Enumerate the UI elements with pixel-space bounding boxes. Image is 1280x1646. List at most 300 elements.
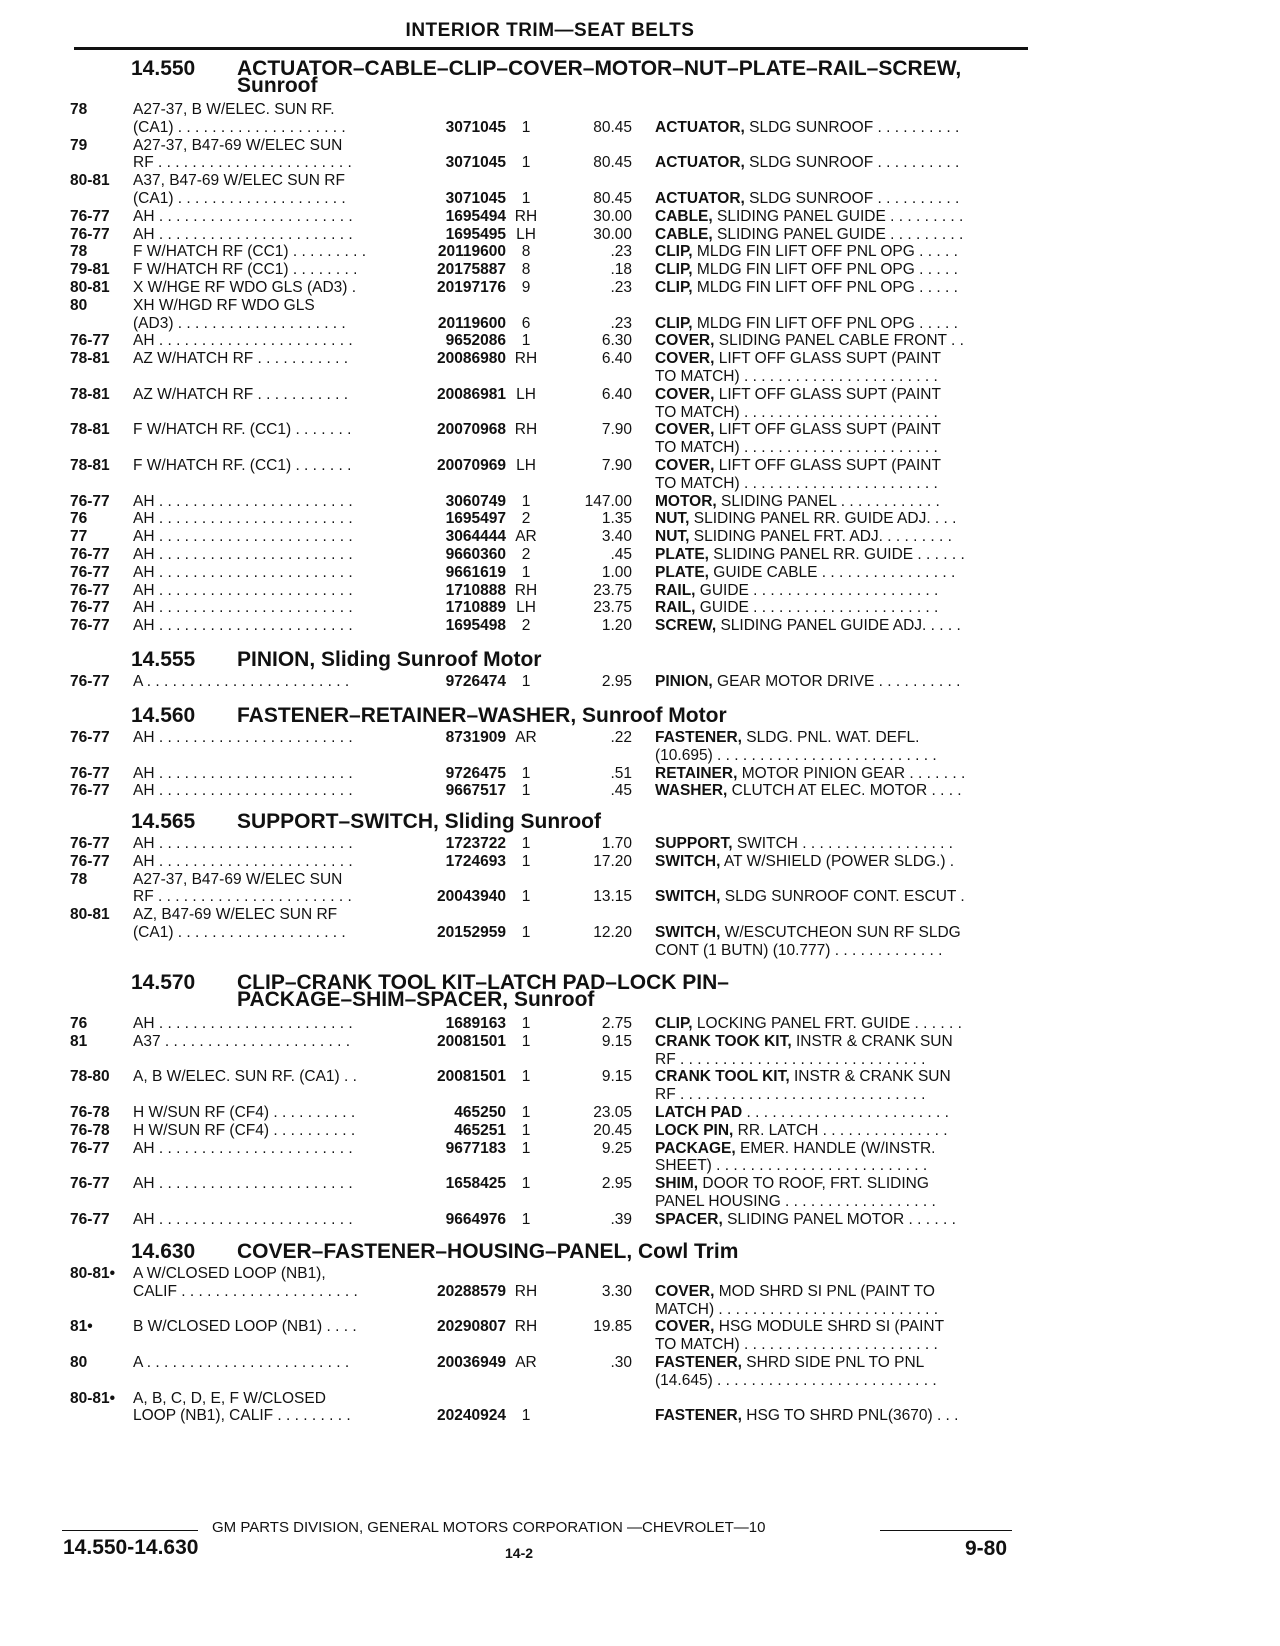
price: .51 <box>610 764 632 782</box>
part-detail: TO MATCH) . . . . . . . . . . . . . . . . . . . . . . . <box>655 368 938 385</box>
part-name: CABLE, <box>655 225 713 243</box>
part-name: COVER, <box>655 350 715 368</box>
price: 23.75 <box>593 599 632 617</box>
section-number: 14.570 <box>131 971 196 994</box>
part-description <box>655 1354 1023 1372</box>
part-number: 20152959 <box>437 924 506 941</box>
part-description <box>655 729 1023 747</box>
part-number: 3071045 <box>445 190 506 207</box>
part-detail: MLDG FIN LIFT OFF PNL OPG . . . . . <box>692 243 958 261</box>
model-year: 76-77 <box>70 332 110 350</box>
part-detail: DOOR TO ROOF, FRT. SLIDING <box>698 1175 929 1193</box>
model-year: 79 <box>70 136 88 154</box>
price: 9.15 <box>601 1032 632 1050</box>
part-number: 3071045 <box>445 118 506 136</box>
part-number: 20070968 <box>437 421 506 439</box>
part-name: NUT, <box>655 510 690 528</box>
quantity: 2 <box>521 546 531 563</box>
model-year: 80-81 <box>70 172 110 190</box>
part-number: 9726474 <box>445 673 506 690</box>
section-title: PINION, Sliding Sunroof Motor <box>237 648 542 671</box>
part-number: 20290807 <box>437 1318 506 1336</box>
part-number: 20036949 <box>437 1354 506 1371</box>
model-year: 79-81 <box>70 261 110 279</box>
quantity: 1 <box>521 1210 531 1228</box>
part-detail: LIFT OFF GLASS SUPT (PAINT <box>714 421 941 439</box>
model-year: 77 <box>70 528 88 546</box>
part-name: CLIP, <box>655 243 693 261</box>
section-number: 14.630 <box>131 1240 196 1263</box>
part-detail: SLIDING PANEL CABLE FRONT . . <box>714 332 964 350</box>
section-title: SUPPORT–SWITCH, Sliding Sunroof <box>237 810 601 833</box>
model-code: CALIF . . . . . . . . . . . . . . . . . . . . . <box>133 1282 358 1300</box>
part-number: 1695494 <box>445 207 506 225</box>
part-number: 9660360 <box>445 546 506 563</box>
price: 7.90 <box>601 457 632 474</box>
section-title: COVER–FASTENER–HOUSING–PANEL, Cowl Trim <box>237 1240 739 1263</box>
part-detail: MLDG FIN LIFT OFF PNL OPG . . . . . <box>692 314 958 332</box>
quantity: 1 <box>521 1068 531 1086</box>
quantity: AR <box>515 729 537 746</box>
price: 1.00 <box>601 563 632 581</box>
model-code: XH W/HGD RF WDO GLS <box>133 296 315 314</box>
part-name: ACTUATOR, <box>655 118 745 136</box>
model-year: 78 <box>70 101 88 118</box>
model-code: AH . . . . . . . . . . . . . . . . . . . . . . . <box>133 1139 353 1157</box>
quantity: 1 <box>521 835 531 852</box>
model-code: H W/SUN RF (CF4) . . . . . . . . . . <box>133 1104 356 1121</box>
part-name: LATCH PAD <box>655 1104 743 1121</box>
part-name: NUT, <box>655 528 690 546</box>
part-number: 1710889 <box>445 599 506 617</box>
part-name: CLIP, <box>655 261 693 279</box>
model-year: 78-81 <box>70 457 110 474</box>
part-description <box>655 350 1023 368</box>
model-year: 80-81 <box>70 906 110 924</box>
part-description <box>655 782 1023 800</box>
part-description <box>655 368 1023 386</box>
model-code: AH . . . . . . . . . . . . . . . . . . . . . . . <box>133 852 353 870</box>
part-description <box>655 1140 1023 1158</box>
part-description <box>655 190 1023 208</box>
model-year: 76-77 <box>70 764 110 782</box>
quantity: 8 <box>521 243 531 261</box>
part-description <box>655 493 1023 511</box>
part-description <box>655 439 1023 457</box>
model-code: RF . . . . . . . . . . . . . . . . . . . . . . . <box>133 154 352 172</box>
part-detail: GUIDE . . . . . . . . . . . . . . . . . . . . . . <box>695 581 939 599</box>
price: .23 <box>610 243 632 261</box>
model-code: AH . . . . . . . . . . . . . . . . . . . . . . . <box>133 546 353 563</box>
quantity: 1 <box>521 764 531 782</box>
quantity: 1 <box>521 782 531 800</box>
part-name: FASTENER, <box>655 1354 742 1371</box>
model-code: AH . . . . . . . . . . . . . . . . . . . . . . . <box>133 617 353 635</box>
section-number: 14.560 <box>131 704 196 727</box>
model-year: 76 <box>70 1015 88 1032</box>
part-description <box>655 673 1023 691</box>
model-code: B W/CLOSED LOOP (NB1) . . . . <box>133 1318 357 1336</box>
part-detail: CLUTCH AT ELEC. MOTOR . . . . <box>727 782 962 800</box>
model-year: 80 <box>70 1354 88 1371</box>
model-year: 76-77 <box>70 852 110 870</box>
part-name: ACTUATOR, <box>655 190 745 207</box>
price: 12.20 <box>593 924 632 941</box>
part-number: 20081501 <box>437 1032 506 1050</box>
part-number: 9677183 <box>445 1139 506 1157</box>
model-year: 76-77 <box>70 1139 110 1157</box>
price: 1.70 <box>601 835 632 852</box>
part-description <box>655 1193 1023 1211</box>
part-detail: TO MATCH) . . . . . . . . . . . . . . . . . . . . . . . <box>655 474 938 492</box>
quantity: 1 <box>521 888 531 906</box>
model-year: 76 <box>70 510 88 528</box>
part-name: CRANK TOOL KIT, <box>655 1068 790 1086</box>
quantity: 1 <box>521 118 531 136</box>
footer-rule-right <box>880 1530 1012 1531</box>
price: .45 <box>610 546 632 563</box>
part-name: CLIP, <box>655 314 693 332</box>
price: .23 <box>610 314 632 332</box>
model-year: 76-78 <box>70 1104 110 1121</box>
part-name: RETAINER, <box>655 764 738 782</box>
part-detail: RR. LATCH . . . . . . . . . . . . . . . <box>733 1121 948 1139</box>
part-description <box>655 1211 1023 1229</box>
part-description <box>655 1318 1023 1336</box>
model-year: 81• <box>70 1318 93 1336</box>
header-rule <box>74 47 1028 50</box>
model-year: 78-81 <box>70 421 110 439</box>
price: 2.95 <box>601 673 632 690</box>
part-description <box>655 747 1023 765</box>
part-detail: SLIDING PANEL GUIDE ADJ. . . . . <box>716 617 961 635</box>
price: .30 <box>610 1354 632 1371</box>
quantity: 1 <box>521 1407 531 1425</box>
model-year: 76-77 <box>70 1175 110 1193</box>
quantity: 1 <box>521 332 531 350</box>
part-detail: GUIDE CABLE . . . . . . . . . . . . . . . . <box>708 563 956 581</box>
part-name: COVER, <box>655 385 715 403</box>
price: 1.20 <box>601 617 632 635</box>
part-detail: LIFT OFF GLASS SUPT (PAINT <box>714 457 941 474</box>
model-year: 76-77 <box>70 563 110 581</box>
part-number: 465251 <box>454 1121 506 1139</box>
quantity: LH <box>516 457 536 474</box>
quantity: LH <box>516 385 536 403</box>
part-name: SWITCH, <box>655 888 721 906</box>
quantity: LH <box>516 225 536 243</box>
part-number: 465250 <box>454 1104 506 1121</box>
quantity: 1 <box>521 1139 531 1157</box>
price: 3.30 <box>601 1282 632 1300</box>
section-title: CLIP–CRANK TOOL KIT–LATCH PAD–LOCK PIN– <box>237 971 729 994</box>
part-description <box>655 1407 1023 1425</box>
model-code: AH . . . . . . . . . . . . . . . . . . . . . . . <box>133 1210 353 1228</box>
part-description <box>655 1086 1023 1104</box>
part-description <box>655 1015 1023 1033</box>
part-description <box>655 1122 1023 1140</box>
price: 7.90 <box>601 421 632 439</box>
part-detail: W/ESCUTCHEON SUN RF SLDG <box>720 924 961 941</box>
price: .22 <box>610 729 632 746</box>
part-description <box>655 1033 1023 1051</box>
part-description <box>655 582 1023 600</box>
part-name: PACKAGE, <box>655 1139 736 1157</box>
part-description <box>655 386 1023 404</box>
part-detail: SLDG SUNROOF . . . . . . . . . . <box>744 118 960 136</box>
part-detail: SLDG. PNL. WAT. DEFL. <box>741 729 920 746</box>
part-description <box>655 510 1023 528</box>
part-detail: SLIDING PANEL RR. GUIDE . . . . . . <box>708 546 965 563</box>
part-number: 1689163 <box>445 1015 506 1032</box>
section-title: PACKAGE–SHIM–SPACER, Sunroof <box>237 988 595 1011</box>
part-description <box>655 1301 1023 1319</box>
section-title: FASTENER–RETAINER–WASHER, Sunroof Motor <box>237 704 727 727</box>
model-code: AH . . . . . . . . . . . . . . . . . . . . . . . <box>133 528 353 546</box>
quantity: 1 <box>521 852 531 870</box>
model-year: 76-77 <box>70 835 110 852</box>
model-code: AH . . . . . . . . . . . . . . . . . . . . . . . <box>133 225 353 243</box>
quantity: 1 <box>521 1104 531 1121</box>
part-description <box>655 421 1023 439</box>
quantity: 1 <box>521 1032 531 1050</box>
part-number: 9664976 <box>445 1210 506 1228</box>
quantity: RH <box>514 1318 538 1336</box>
quantity: AR <box>515 1354 537 1371</box>
part-description <box>655 924 1023 942</box>
part-name: PLATE, <box>655 563 709 581</box>
part-detail: LIFT OFF GLASS SUPT (PAINT <box>714 385 941 403</box>
part-name: ACTUATOR, <box>655 154 745 172</box>
model-year: 78-81 <box>70 350 110 368</box>
model-year: 76-77 <box>70 599 110 617</box>
quantity: RH <box>514 421 538 439</box>
quantity: 1 <box>521 1175 531 1193</box>
part-detail: GUIDE . . . . . . . . . . . . . . . . . . . . . . <box>695 599 939 617</box>
price: 9.25 <box>601 1139 632 1157</box>
part-number: 9661619 <box>445 563 506 581</box>
part-name: CRANK TOOK KIT, <box>655 1032 792 1050</box>
part-name: CLIP, <box>655 1015 693 1032</box>
part-detail: SLDG SUNROOF . . . . . . . . . . <box>744 190 960 207</box>
part-description <box>655 315 1023 333</box>
part-name: SHIM, <box>655 1175 699 1193</box>
part-description <box>655 1175 1023 1193</box>
model-code: A37 . . . . . . . . . . . . . . . . . . . . . . <box>133 1032 351 1050</box>
model-code: A27-37, B47-69 W/ELEC SUN <box>133 870 343 888</box>
part-number: 9652086 <box>445 332 506 350</box>
part-detail: HSG TO SHRD PNL(3670) . . . <box>741 1407 959 1425</box>
part-description <box>655 332 1023 350</box>
price: 80.45 <box>593 190 632 207</box>
model-year: 78-80 <box>70 1068 110 1086</box>
part-detail: SLDG SUNROOF . . . . . . . . . . <box>744 154 960 172</box>
quantity: 2 <box>521 617 531 635</box>
part-detail: SLIDING PANEL GUIDE . . . . . . . . . <box>712 207 964 225</box>
quantity: 1 <box>521 924 531 941</box>
model-code: AH . . . . . . . . . . . . . . . . . . . . . . . <box>133 492 353 510</box>
price: 23.75 <box>593 581 632 599</box>
part-description <box>655 564 1023 582</box>
part-detail: SLIDING PANEL GUIDE . . . . . . . . . <box>712 225 964 243</box>
model-code: AH . . . . . . . . . . . . . . . . . . . . . . . <box>133 332 353 350</box>
part-number: 20086980 <box>437 350 506 368</box>
part-description <box>655 888 1023 906</box>
part-number: 20070969 <box>437 457 506 474</box>
quantity: RH <box>514 350 538 368</box>
model-code: AH . . . . . . . . . . . . . . . . . . . . . . . <box>133 1015 353 1032</box>
quantity: 1 <box>521 492 531 510</box>
model-code: A W/CLOSED LOOP (NB1), <box>133 1265 326 1282</box>
model-code: AZ, B47-69 W/ELEC SUN RF <box>133 906 338 924</box>
quantity: RH <box>514 207 538 225</box>
price: .23 <box>610 279 632 296</box>
model-code: (CA1) . . . . . . . . . . . . . . . . . . . . <box>133 118 346 136</box>
part-description <box>655 208 1023 226</box>
part-name: SWITCH, <box>655 852 721 870</box>
part-number: 20119600 <box>437 314 506 332</box>
part-name: MOTOR, <box>655 492 717 510</box>
part-description <box>655 765 1023 783</box>
price: 147.00 <box>584 492 632 510</box>
part-detail: TO MATCH) . . . . . . . . . . . . . . . . . . . . . . . <box>655 1336 938 1354</box>
part-description <box>655 1104 1023 1122</box>
part-detail: MOTOR PINION GEAR . . . . . . . <box>737 764 966 782</box>
part-name: COVER, <box>655 457 715 474</box>
part-name: RAIL, <box>655 581 696 599</box>
model-code: (CA1) . . . . . . . . . . . . . . . . . . . . <box>133 924 346 941</box>
price: 17.20 <box>593 852 632 870</box>
model-code: X W/HGE RF WDO GLS (AD3) . <box>133 279 357 296</box>
part-description <box>655 1283 1023 1301</box>
quantity: 1 <box>521 154 531 172</box>
model-code: AH . . . . . . . . . . . . . . . . . . . . . . . <box>133 581 353 599</box>
part-description <box>655 475 1023 493</box>
footer-corporation: GM PARTS DIVISION, GENERAL MOTORS CORPORATION —CHEVROLET—10 <box>212 1519 766 1536</box>
model-code: LOOP (NB1), CALIF . . . . . . . . . <box>133 1407 351 1425</box>
price: 30.00 <box>593 207 632 225</box>
part-name: COVER, <box>655 421 715 439</box>
price: .18 <box>610 261 632 279</box>
part-detail: INSTR & CRANK SUN <box>791 1032 953 1050</box>
price: 6.30 <box>601 332 632 350</box>
part-number: 20086981 <box>437 385 506 403</box>
model-year: 76-78 <box>70 1121 110 1139</box>
part-number: 1724693 <box>445 852 506 870</box>
price: 1.35 <box>601 510 632 528</box>
model-code: AH . . . . . . . . . . . . . . . . . . . . . . . <box>133 510 353 528</box>
part-name: SCREW, <box>655 617 717 635</box>
part-detail: MOD SHRD SI PNL (PAINT TO <box>714 1282 935 1300</box>
part-number: 20081501 <box>437 1068 506 1086</box>
model-code: H W/SUN RF (CF4) . . . . . . . . . . <box>133 1121 356 1139</box>
part-description <box>655 1068 1023 1086</box>
section-number: 14.555 <box>131 648 196 671</box>
model-year: 76-77 <box>70 1210 110 1228</box>
price: 9.15 <box>601 1068 632 1086</box>
model-year: 76-77 <box>70 546 110 563</box>
model-code: AZ W/HATCH RF . . . . . . . . . . . <box>133 350 348 368</box>
quantity: 6 <box>521 314 531 332</box>
part-detail: INSTR & CRANK SUN <box>789 1068 951 1086</box>
part-name: CLIP, <box>655 279 693 296</box>
price: 80.45 <box>593 154 632 172</box>
part-number: 3071045 <box>445 154 506 172</box>
price: 19.85 <box>593 1318 632 1336</box>
part-detail: SLDG SUNROOF CONT. ESCUT . <box>720 888 965 906</box>
part-detail: (14.645) . . . . . . . . . . . . . . . . . . . . . . . . . . <box>655 1371 937 1389</box>
part-number: 20043940 <box>437 888 506 906</box>
price: 23.05 <box>593 1104 632 1121</box>
part-detail: SLIDING PANEL MOTOR . . . . . . <box>722 1210 956 1228</box>
part-number: 3060749 <box>445 492 506 510</box>
price: 30.00 <box>593 225 632 243</box>
price: 6.40 <box>601 350 632 368</box>
part-name: PLATE, <box>655 546 709 563</box>
model-code: RF . . . . . . . . . . . . . . . . . . . . . . . <box>133 888 352 906</box>
part-detail: SLIDING PANEL FRT. ADJ. . . . . . . . . <box>689 528 952 546</box>
part-name: PINION, <box>655 673 713 690</box>
model-year: 76-77 <box>70 617 110 635</box>
section-title: Sunroof <box>237 74 318 97</box>
part-description <box>655 226 1023 244</box>
section-title: ACTUATOR–CABLE–CLIP–COVER–MOTOR–NUT–PLATE–RAIL–SCREW, <box>237 57 962 80</box>
model-year: 80 <box>70 296 88 314</box>
model-year: 78 <box>70 870 88 888</box>
part-detail: SHRD SIDE PNL TO PNL <box>741 1354 925 1371</box>
price: 2.95 <box>601 1175 632 1193</box>
quantity: 8 <box>521 261 531 279</box>
footer-page-number: 14-2 <box>505 1545 534 1561</box>
part-description <box>655 546 1023 564</box>
quantity: AR <box>515 528 537 546</box>
model-code: (AD3) . . . . . . . . . . . . . . . . . . . . <box>133 314 346 332</box>
price: 80.45 <box>593 118 632 136</box>
model-code: AH . . . . . . . . . . . . . . . . . . . . . . . <box>133 729 353 746</box>
part-name: CABLE, <box>655 207 713 225</box>
part-number: 1695495 <box>445 225 506 243</box>
part-name: WASHER, <box>655 782 728 800</box>
part-name: FASTENER, <box>655 729 742 746</box>
section-number: 14.565 <box>131 810 196 833</box>
quantity: LH <box>516 599 536 617</box>
part-detail: (10.695) . . . . . . . . . . . . . . . . . . . . . . . . . . <box>655 746 937 764</box>
part-name: SPACER, <box>655 1210 723 1228</box>
part-detail: TO MATCH) . . . . . . . . . . . . . . . . . . . . . . . <box>655 403 938 421</box>
part-description <box>655 835 1023 853</box>
part-number: 1723722 <box>445 835 506 852</box>
model-code: AH . . . . . . . . . . . . . . . . . . . . . . . <box>133 782 353 800</box>
part-number: 1710888 <box>445 581 506 599</box>
model-code: A . . . . . . . . . . . . . . . . . . . . . . . . <box>133 1354 350 1371</box>
part-detail: MLDG FIN LIFT OFF PNL OPG . . . . . <box>692 279 958 296</box>
part-number: 1695497 <box>445 510 506 528</box>
part-description <box>655 457 1023 475</box>
part-detail: HSG MODULE SHRD SI (PAINT <box>714 1318 945 1336</box>
part-detail: TO MATCH) . . . . . . . . . . . . . . . . . . . . . . . <box>655 439 938 457</box>
model-year: 76-77 <box>70 673 110 690</box>
section-number: 14.550 <box>131 57 196 80</box>
footer-date: 9-80 <box>965 1537 1008 1560</box>
part-description <box>655 528 1023 546</box>
model-year: 76-77 <box>70 207 110 225</box>
model-code: F W/HATCH RF (CC1) . . . . . . . . . <box>133 243 367 261</box>
quantity: 1 <box>521 1015 531 1032</box>
part-number: 20288579 <box>437 1282 506 1300</box>
part-description <box>655 154 1023 172</box>
part-description <box>655 119 1023 137</box>
model-code: F W/HATCH RF (CC1) . . . . . . . . <box>133 261 358 279</box>
